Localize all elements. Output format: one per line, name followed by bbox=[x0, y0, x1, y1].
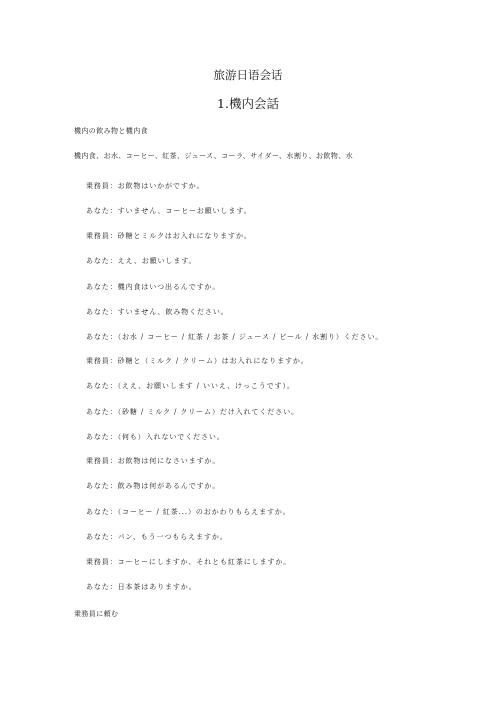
subheading-drinks-meals: 機内の飲み物と機内食 bbox=[74, 127, 148, 135]
vocabulary-line: 機内食、お水、コーヒー、紅茶、ジュース、コーラ、サイダー、水割り、お飲物、水 bbox=[74, 152, 354, 160]
document-title: 旅游日语会话 bbox=[213, 68, 283, 82]
dialogue-line: 乗務員：コーヒーにしますか、それとも紅茶にしますか。 bbox=[86, 558, 292, 566]
dialogue-line: あなた：パン、もう一つもらえますか。 bbox=[86, 533, 228, 541]
dialogue-line: あなた：すいません、コーヒーお願いします。 bbox=[86, 207, 252, 215]
dialogue-line: あなた：（お水 / コーヒー / 紅茶 / お茶 / ジュース / ビール / 水割り）ください。 bbox=[86, 333, 384, 341]
dialogue-line: あなた：（コーヒー / 紅茶...）のおかわりもらえますか。 bbox=[86, 508, 291, 516]
section-title: 1.機内会話 bbox=[217, 96, 279, 111]
dialogue-line: 乗務員：砂糖と（ミルク / クリーム）はお入れになりますか。 bbox=[86, 357, 309, 365]
dialogue-line: 乗務員：砂糖とミルクはお入れになりますか。 bbox=[86, 232, 252, 240]
dialogue-line: あなた：ええ、お願いします。 bbox=[86, 257, 197, 265]
dialogue-line: あなた：飲み物は何があるんですか。 bbox=[86, 482, 221, 490]
dialogue-line: あなた：日本茶はありますか。 bbox=[86, 583, 197, 591]
dialogue-line: あなた：（何も）入れないでください。 bbox=[86, 433, 225, 441]
dialogue-line: あなた：（ええ、お願いします / いいえ、けっこうです）。 bbox=[86, 382, 295, 390]
dialogue-line: 乗務員：お飲物はいかがですか。 bbox=[86, 182, 205, 190]
dialogue-line: あなた：（砂糖 / ミルク / クリーム）だけ入れてください。 bbox=[86, 408, 299, 416]
dialogue-line: あなた：すいません、飲み物ください。 bbox=[86, 308, 229, 316]
subheading-ask-attendant: 乗務員に頼む bbox=[74, 610, 119, 618]
dialogue-line: 乗務員：お飲物は何になさいますか。 bbox=[86, 457, 221, 465]
dialogue-line: あなた：機内食はいつ出るんですか。 bbox=[86, 283, 221, 291]
